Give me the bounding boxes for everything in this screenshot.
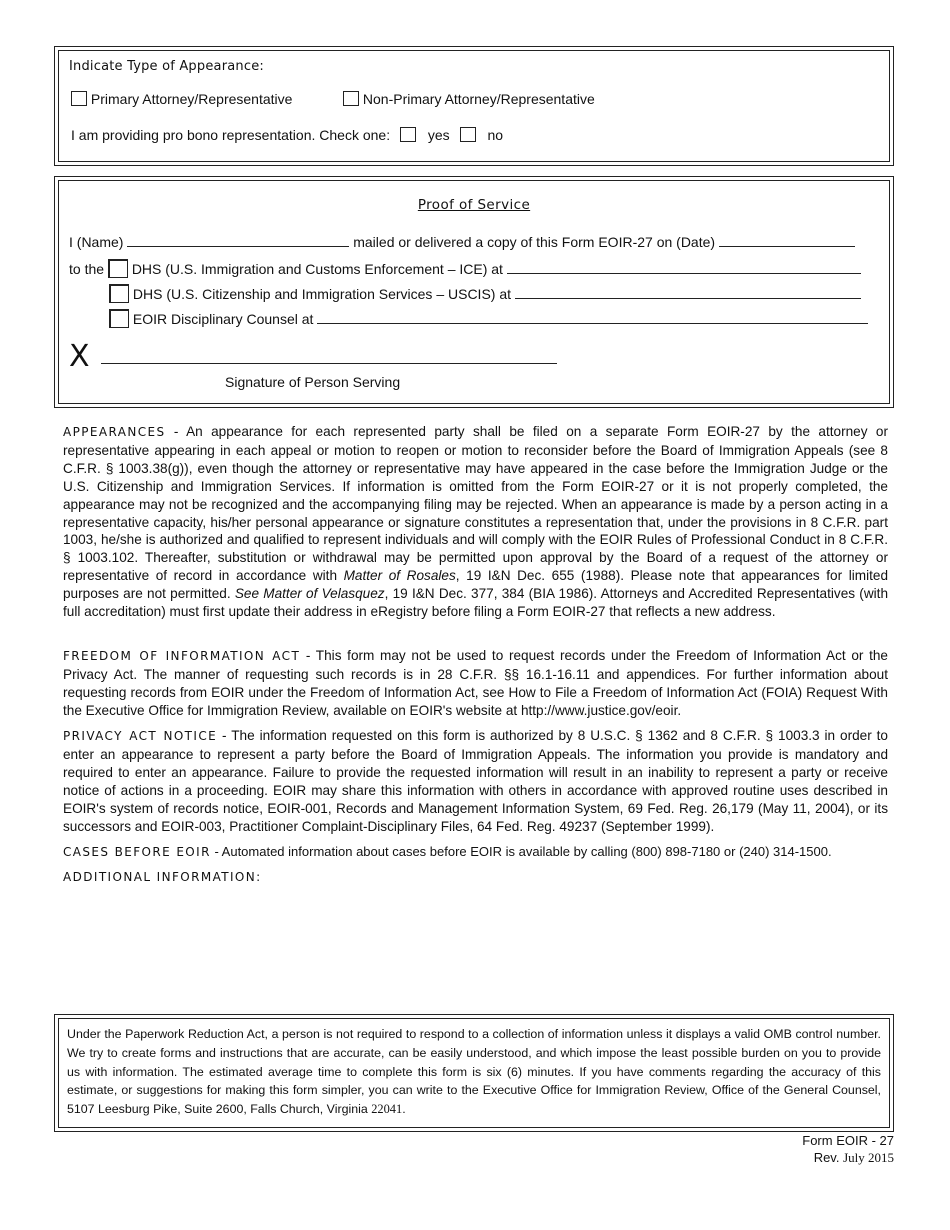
form-footer <box>802 1132 894 1166</box>
revision-prefix: Rev. <box>813 1150 844 1165</box>
privacy-heading: PRIVACY ACT NOTICE <box>63 729 218 743</box>
pra-text <box>67 1025 881 1119</box>
disciplinary-row <box>109 309 868 328</box>
pro-bono-yes-label: yes <box>427 127 450 143</box>
primary-attorney-checkbox[interactable] <box>71 91 87 106</box>
foia-paragraph <box>63 647 888 720</box>
pro-bono-text: I am providing pro bono representation. Check one: <box>71 127 391 143</box>
nonprimary-attorney-label: Non-Primary Attorney/Representative <box>362 91 595 107</box>
appearance-type-box <box>54 46 894 166</box>
appearance-heading: Indicate Type of Appearance: <box>69 59 264 74</box>
pra-zip: 22041 <box>371 1102 403 1117</box>
primary-attorney-label: Primary Attorney/Representative <box>90 91 293 107</box>
nonprimary-option <box>343 91 595 107</box>
cases-heading: CASES BEFORE EOIR <box>63 845 211 859</box>
cases-text: - Automated information about cases before EOIR is available by calling (800) 898-7180 or (240) 314-1500. <box>210 844 832 859</box>
pro-bono-row <box>71 127 503 143</box>
appearances-heading: APPEARANCES <box>63 425 166 439</box>
revision-date: July 2015 <box>843 1150 894 1165</box>
uscis-checkbox[interactable] <box>109 284 129 303</box>
appearance-type-inner <box>58 50 890 162</box>
form-id: Form EOIR - 27 <box>802 1133 894 1148</box>
cases-paragraph <box>63 843 888 862</box>
disciplinary-address-field[interactable] <box>317 311 868 324</box>
disciplinary-label: EOIR Disciplinary Counsel at <box>132 311 314 327</box>
foia-text: - This form may not be used to request records under the Freedom of Information Act or the Privacy Act. The manner of requesting such records is in 28 C.F.R. §§ 16.1-16.11 and appendices. For further information about requesting records from EOIR under the Freedom of Information Act, see How to File a Freedom of Information Act (FOIA) Request With the Executive Office for Immigration Review, available on EOIR's website at http://www.justice.gov/eoir. <box>63 648 888 718</box>
service-date-field[interactable] <box>719 234 855 247</box>
privacy-text: - The information requested on this form is authorized by 8 U.S.C. § 1362 and 8 C.F.R. § 1003.3 in order to enter an appearance to represent a party before the Board of Immigration Appeals. The information you provide is mandatory and required to enter an appearance. Failure to provide the requested information will result in an inability to represent a party or receive notice of actions in a proceeding. EOIR may share this information with others in accordance with approved routine uses described in EOIR's system of records notice, EOIR-001, Records and Management Information System, 69 Fed. Reg. 26,179 (May 11, 2004), or its successors and EOIR-003, Practitioner Complaint-Disciplinary Files, 64 Fed. Reg. 49237 (September 1999). <box>63 728 888 834</box>
proof-name-row <box>69 234 855 250</box>
signature-field[interactable] <box>101 357 557 364</box>
foia-heading: FREEDOM OF INFORMATION ACT <box>63 649 301 663</box>
primary-option <box>71 91 292 107</box>
velasquez-citation: See Matter of Velasquez <box>234 586 385 602</box>
uscis-row <box>109 284 861 303</box>
proof-name-suffix: mailed or delivered a copy of this Form EOIR-27 on (Date) <box>353 234 716 250</box>
appearances-text-2: , 19 I&N Dec. 655 (1988). Please note that appearances for limited purposes are not permitted. <box>63 568 889 602</box>
proof-of-service-inner <box>58 180 890 404</box>
appearances-text-1: - An appearance for each represented party shall be filed on a separate Form EOIR-27 by the attorney or representative appearing in each appeal or motion to reopen or motion to reconsider before the Board of Immigration Appeals (see 8 C.F.R. § 1003.38(g)), even though the attorney or representative may have appeared in the case before the Immigration Judge or the U.S. Citizenship and Immigration Services. If information is omitted from the Form EOIR-27 or it is not properly completed, the appearance may not be recognized and the accompanying filing may be rejected. When an appearance is made by a person acting in a representative capacity, his/her personal appearance or signature constitutes a representation that, under the provisions in 8 C.F.R. part 1003, he/she is authorized and qualified to represent individuals and will comply with the EOIR Rules of Professional Conduct in 8 C.F.R. § 1003.102. Thereafter, substitution or withdrawal may be permitted upon approval by the Board of a request of the attorney or representative of record in accordance with <box>63 424 888 584</box>
proof-title: Proof of Service <box>417 197 531 213</box>
pra-end: . <box>402 1102 406 1117</box>
pro-bono-yes-checkbox[interactable] <box>400 127 416 142</box>
server-name-field[interactable] <box>127 234 349 247</box>
signature-x-mark: X <box>69 339 90 374</box>
privacy-paragraph <box>63 727 888 835</box>
ice-label: DHS (U.S. Immigration and Customs Enforcement – ICE) at <box>131 261 503 277</box>
revision-line <box>802 1149 894 1166</box>
ice-row <box>69 259 861 278</box>
pro-bono-no-label: no <box>487 127 504 143</box>
pra-inner <box>58 1018 890 1128</box>
to-the-label: to the <box>69 261 105 277</box>
pro-bono-no-checkbox[interactable] <box>460 127 476 142</box>
additional-info-heading: ADDITIONAL INFORMATION: <box>63 870 262 884</box>
disciplinary-checkbox[interactable] <box>109 309 129 328</box>
proof-name-prefix: I (Name) <box>69 234 124 250</box>
ice-address-field[interactable] <box>507 261 861 274</box>
pra-box <box>54 1014 894 1132</box>
rosales-citation: Matter of Rosales <box>343 568 456 584</box>
uscis-label: DHS (U.S. Citizenship and Immigration Services – USCIS) at <box>132 286 512 302</box>
signature-label: Signature of Person Serving <box>225 374 401 390</box>
uscis-address-field[interactable] <box>515 286 861 299</box>
proof-of-service-box <box>54 176 894 408</box>
nonprimary-attorney-checkbox[interactable] <box>343 91 359 106</box>
pra-body: Under the Paperwork Reduction Act, a person is not required to respond to a collection of information unless it displays a valid OMB control number. We try to create forms and instructions that are accurate, can be easily understood, and which impose the least possible burden on you to provide us with information. The estimated average time to complete this form is six (6) minutes. If you have comments regarding the accuracy of this estimate, or suggestions for making this form simpler, you can write to the Executive Office for Immigration Review, Office of the General Counsel, 5107 Leesburg Pike, Suite 2600, Falls Church, Virginia <box>67 1027 881 1117</box>
appearances-paragraph <box>63 423 888 621</box>
ice-checkbox[interactable] <box>108 259 128 278</box>
appearances-text-3: , 19 I&N Dec. 377, 384 (BIA 1986). Attorneys and Accredited Representatives (with full accreditation) must first update their address in eRegistry before filing a Form EOIR-27 that reflects a new address. <box>63 586 889 620</box>
